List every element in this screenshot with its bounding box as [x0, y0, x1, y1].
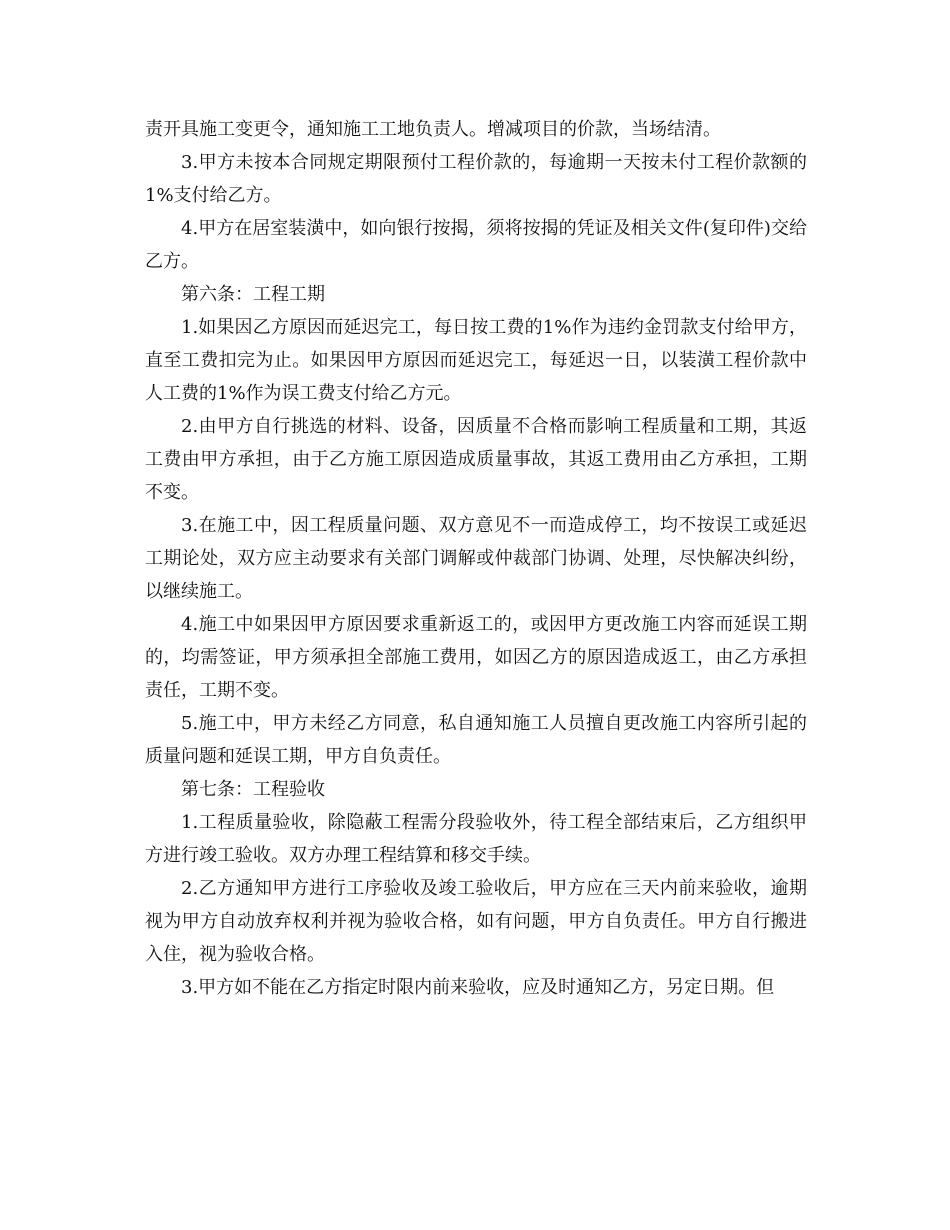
paragraph-clause-6-3: 3.在施工中，因工程质量问题、双方意见不一而造成停工，均不按误工或延迟工期论处，双方应主动要求有关部门调解或仲裁部门协调、处理，尽快解决纠纷，以继续施工。: [145, 515, 807, 602]
paragraph-clause-6-2: 2.由甲方自行挑选的材料、设备，因质量不合格而影响工程质量和工期，其返工费由甲方承担，由于乙方施工原因造成质量事故，其返工费用由乙方承担，工期不变。: [145, 416, 807, 503]
paragraph-continuation: 责开具施工变更令，通知施工工地负责人。增减项目的价款，当场结清。: [145, 119, 721, 140]
paragraph-clause-6-1: 1.如果因乙方原因而延迟完工，每日按工费的1%作为违约金罚款支付给甲方，直至工费扣完为止。如果因甲方原因而延迟完工，每延迟一日，以装潢工程价款中人工费的1%作为误工费支付给乙方元。: [145, 317, 807, 404]
paragraph-clause-6-4: 4.施工中如果因甲方原因要求重新返工的，或因甲方更改施工内容而延误工期的，均需签证，甲方须承担全部施工费用，如因乙方的原因造成返工，由乙方承担责任，工期不变。: [145, 614, 807, 701]
section-heading-article-6: 第六条：工程工期: [181, 284, 325, 305]
paragraph-clause-7-1: 1.工程质量验收，除隐蔽工程需分段验收外，待工程全部结束后，乙方组织甲方进行竣工验收。双方办理工程结算和移交手续。: [145, 812, 807, 866]
paragraph-clause-7-3: 3.甲方如不能在乙方指定时限内前来验收，应及时通知乙方，另定日期。但: [181, 977, 775, 998]
paragraph-clause-5-4: 4.甲方在居室装潢中，如向银行按揭，须将按揭的凭证及相关文件(复印件)交给乙方。: [145, 218, 807, 272]
paragraph-clause-5-3: 3.甲方未按本合同规定期限预付工程价款的，每逾期一天按未付工程价款额的1%支付给乙方。: [145, 152, 807, 206]
section-heading-article-7: 第七条：工程验收: [181, 779, 325, 800]
paragraph-clause-7-2: 2.乙方通知甲方进行工序验收及竣工验收后，甲方应在三天内前来验收，逾期视为甲方自动放弃权利并视为验收合格，如有问题，甲方自负责任。甲方自行搬进入住，视为验收合格。: [145, 878, 807, 965]
paragraph-clause-6-5: 5.施工中，甲方未经乙方同意，私自通知施工人员擅自更改施工内容所引起的质量问题和延误工期，甲方自负责任。: [145, 713, 807, 767]
document-page: [145, 113, 807, 1004]
